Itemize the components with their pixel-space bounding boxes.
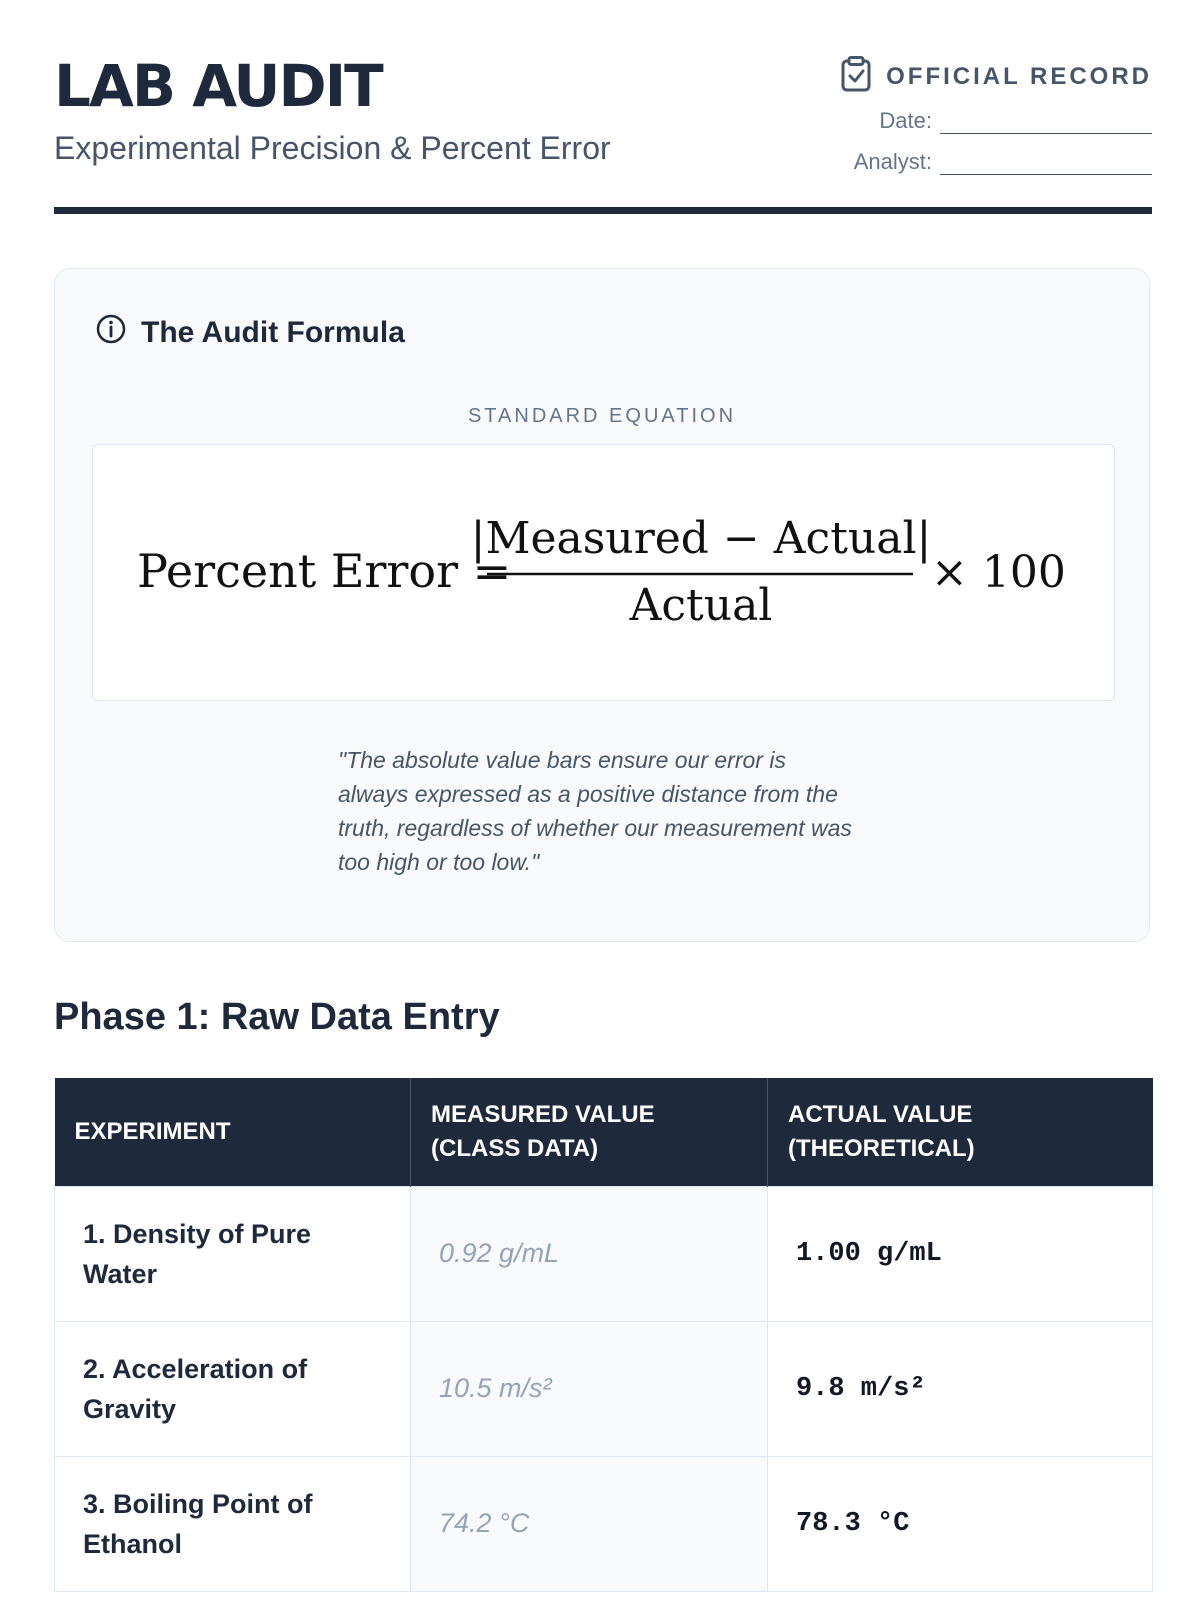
date-label: Date: — [879, 108, 932, 133]
experiment-cell: 2. Acceleration of Gravity — [55, 1321, 411, 1456]
actual-value-cell: 9.8 m/s² — [768, 1321, 1153, 1456]
equation-caption: STANDARD EQUATION — [467, 405, 737, 427]
table-header-row — [55, 1078, 1153, 1186]
formula-card-heading — [95, 313, 405, 353]
formula-card-title: The Audit Formula — [141, 316, 405, 349]
measured-value-cell[interactable]: 74.2 °C — [411, 1456, 768, 1591]
analyst-blank-line[interactable] — [940, 156, 1152, 175]
page-subtitle: Experimental Precision & Percent Error — [54, 130, 611, 166]
equation-numerator: |Measured − Actual| — [470, 513, 932, 564]
date-blank-line[interactable] — [940, 115, 1152, 134]
analyst-field[interactable] — [854, 149, 1152, 175]
table-row — [55, 1321, 1153, 1456]
clipboard-check-icon — [840, 56, 872, 97]
table-row — [55, 1456, 1153, 1591]
table-row — [55, 1186, 1153, 1321]
column-header-experiment: EXPERIMENT — [55, 1078, 411, 1186]
experiment-cell: 3. Boiling Point of Ethanol — [55, 1456, 411, 1591]
raw-data-table — [54, 1078, 1153, 1592]
equation-box — [92, 444, 1115, 701]
formula-quote: "The absolute value bars ensure our error is always expressed as a positive distance from the truth, regardless of whether our measurement was too high or too low." — [338, 747, 852, 875]
official-record-label: OFFICIAL RECORD — [886, 62, 1152, 90]
measured-value-cell[interactable]: 0.92 g/mL — [411, 1186, 768, 1321]
actual-value-cell: 1.00 g/mL — [768, 1186, 1153, 1321]
formula-card — [54, 268, 1150, 942]
page-title: LAB AUDIT — [54, 52, 382, 120]
equation-multiplier: × 100 — [931, 547, 1066, 598]
analyst-label: Analyst: — [853, 149, 932, 174]
column-header-measured: MEASURED VALUE (CLASS DATA) — [411, 1078, 768, 1186]
phase1-heading: Phase 1: Raw Data Entry — [54, 996, 500, 1038]
info-icon — [95, 313, 127, 353]
actual-value-cell: 78.3 °C — [768, 1456, 1153, 1591]
equation-lhs: Percent Error = — [137, 544, 512, 598]
measured-value-cell[interactable]: 10.5 m/s² — [411, 1321, 768, 1456]
date-field[interactable] — [879, 108, 1152, 134]
column-header-actual: ACTUAL VALUE (THEORETICAL) — [768, 1078, 1153, 1186]
equation-denominator: Actual — [629, 580, 773, 631]
experiment-cell: 1. Density of Pure Water — [55, 1186, 411, 1321]
header-divider — [54, 207, 1152, 214]
official-record — [840, 56, 1152, 97]
